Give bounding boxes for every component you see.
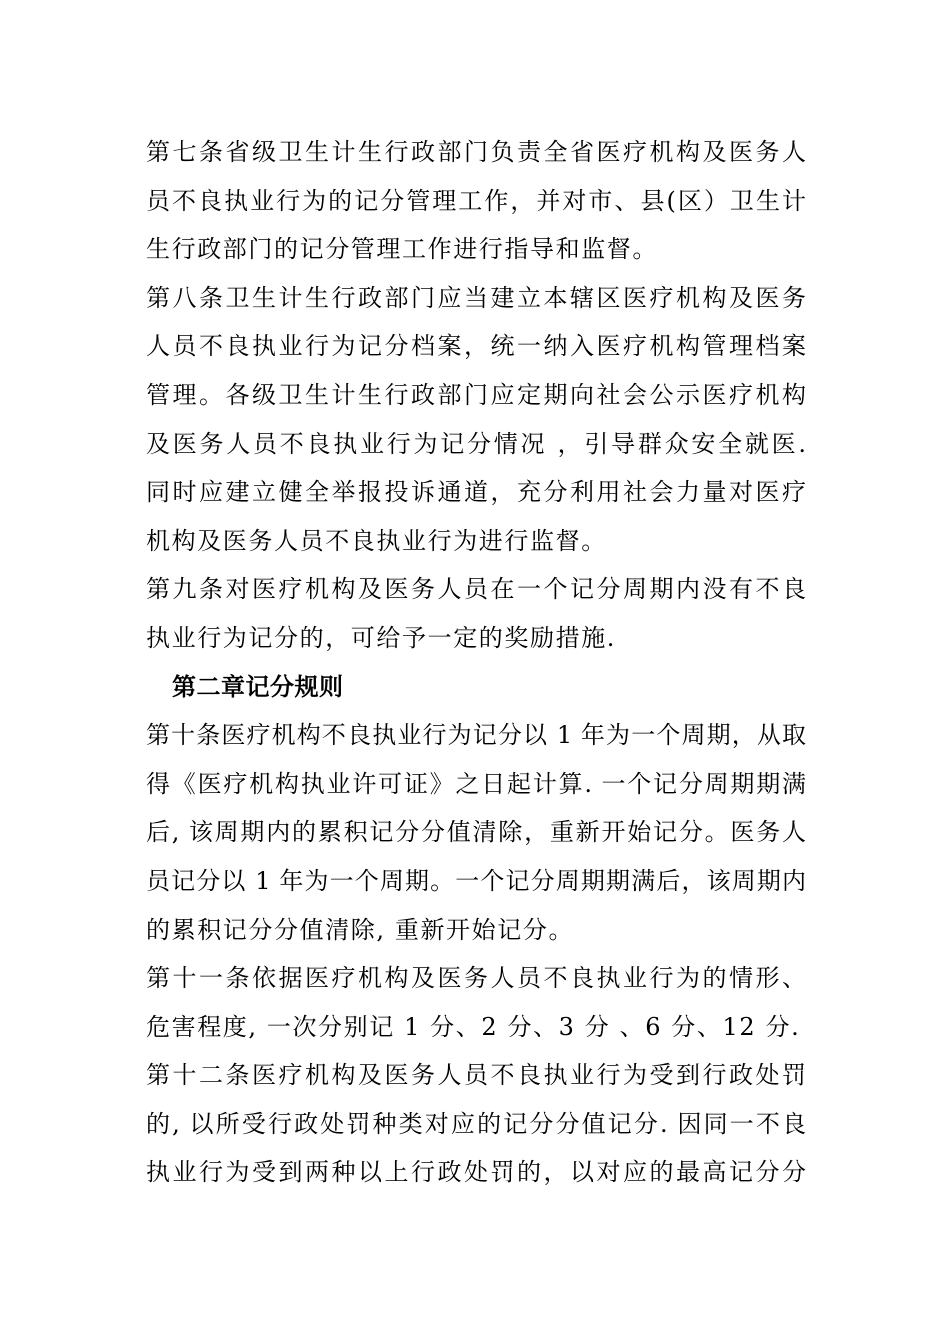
article-8-line-4: 及医务人员不良执业行为记分情况 ，引导群众安全就医. <box>146 429 806 458</box>
article-8-line-5: 同时应建立健全举报投诉通道，充分利用社会力量对医疗 <box>146 478 806 507</box>
article-12-line-2: 的, 以所受行政处罚种类对应的记分分值记分. 因同一不良 <box>146 1109 806 1138</box>
article-8-line-1: 第八条卫生计生行政部门应当建立本辖区医疗机构及医务 <box>146 283 806 312</box>
article-10-line-4: 员记分以 1 年为一个周期。一个记分周期期满后，该周期内 <box>146 866 806 895</box>
article-12-line-3: 执业行为受到两种以上行政处罚的，以对应的最高记分分 <box>146 1158 806 1187</box>
article-7-line-1: 第七条省级卫生计生行政部门负责全省医疗机构及医务人 <box>146 138 806 166</box>
article-11-line-2: 危害程度, 一次分别记 1 分、2 分、3 分 、6 分、12 分. <box>146 1012 801 1041</box>
article-7-line-3: 生行政部门的记分管理工作进行指导和监督。 <box>146 235 658 264</box>
article-10-line-1: 第十条医疗机构不良执业行为记分以 1 年为一个周期，从取 <box>146 721 806 750</box>
document-body <box>146 128 806 1197</box>
chapter-2-heading: 第二章记分规则 <box>172 671 344 701</box>
article-9-line-1: 第九条对医疗机构及医务人员在一个记分周期内没有不良 <box>146 575 806 604</box>
article-9-line-2: 执业行为记分的，可给予一定的奖励措施. <box>146 623 617 652</box>
article-11-line-1: 第十一条依据医疗机构及医务人员不良执业行为的情形、 <box>146 964 806 993</box>
article-7-line-2: 员不良执业行为的记分管理工作，并对市、县(区）卫生计 <box>146 186 806 215</box>
article-10-line-3: 后, 该周期内的累积记分分值清除，重新开始记分。医务人 <box>146 818 806 847</box>
article-8-line-2: 人员不良执业行为记分档案，统一纳入医疗机构管理档案 <box>146 332 806 361</box>
article-10-line-2: 得《医疗机构执业许可证》之日起计算. 一个记分周期期满 <box>146 769 806 798</box>
article-10-line-5: 的累积记分分值清除, 重新开始记分。 <box>146 915 575 944</box>
article-12-line-1: 第十二条医疗机构及医务人员不良执业行为受到行政处罚 <box>146 1061 806 1090</box>
article-8-line-3: 管理。各级卫生计生行政部门应定期向社会公示医疗机构 <box>146 380 806 409</box>
article-8-line-6: 机构及医务人员不良执业行为进行监督。 <box>146 526 607 555</box>
